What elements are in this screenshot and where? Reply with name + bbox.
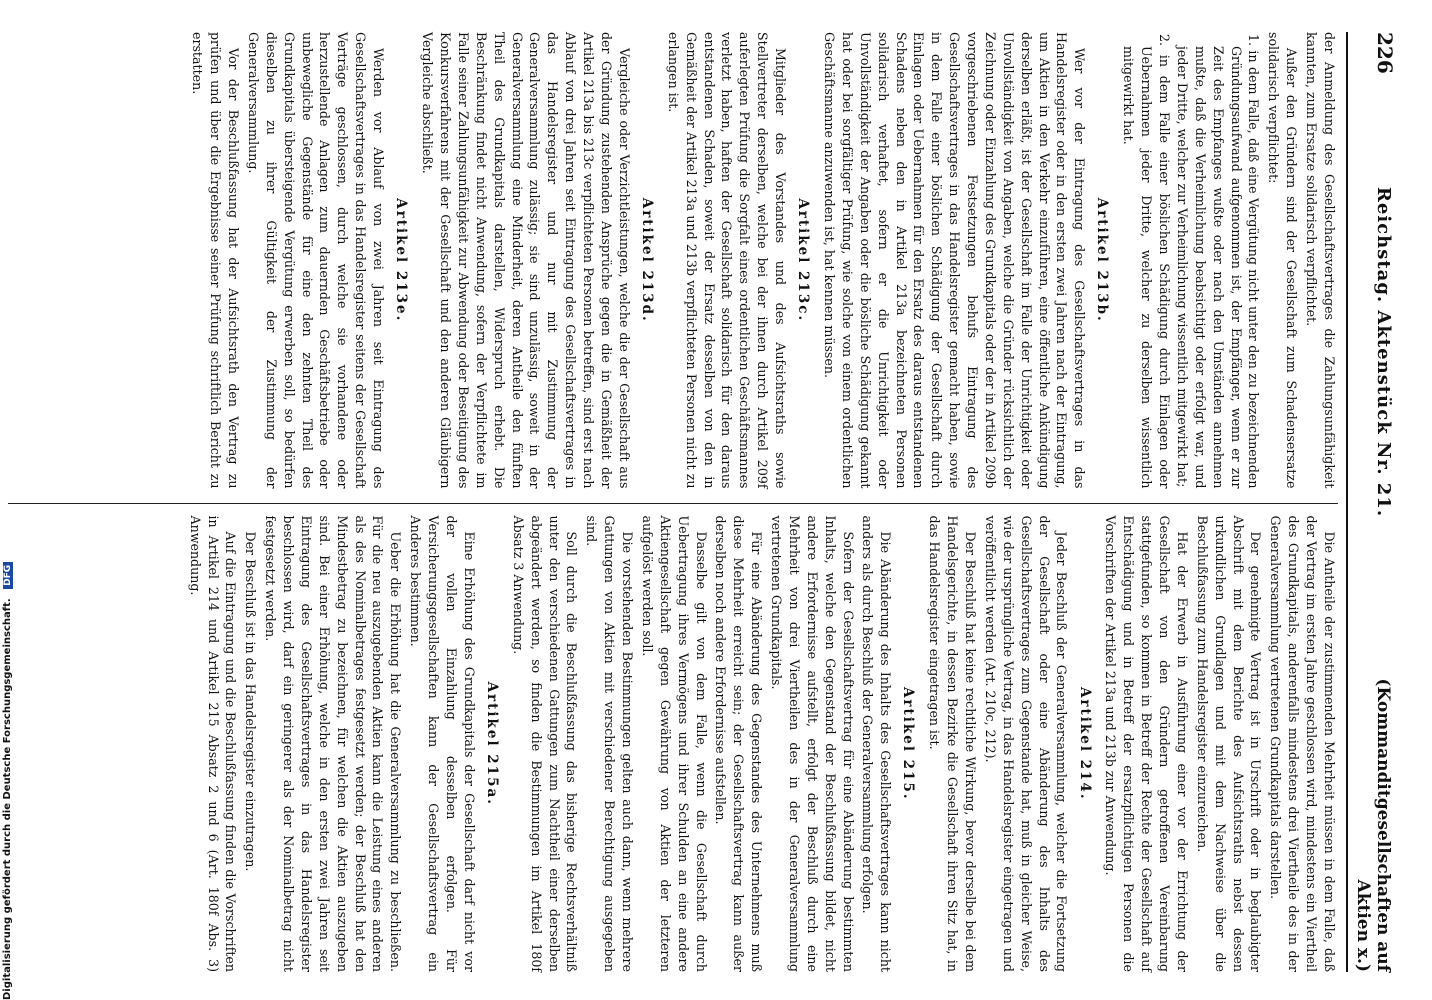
left-column bbox=[8, 32, 1338, 489]
list-item: 2. in dem Falle einer böslichen Schädigung durch Einlagen oder Uebernahmen jeder Dritte, welcher zu derselben wissentlich mitgewirkt hat. bbox=[1121, 34, 1173, 489]
paragraph: Wer vor der Eintragung des Gesellschaftsvertrages in das Handelsregister oder in den ersten zwei Jahren nach der Eintragung, um Aktien in den Verkehr einzuführen, eine öffentliche Ankündigung derselben erläßt, ist der Gesellschaft im Falle der Unrichtigkeit oder Unvollständigkeit von Angaben, welche die Gründer rücksichtlich der Zeichnung oder Einzahlung des Grundkapitals oder der in Artikel 209b vorgeschriebenen Festsetzungen behufs Eintragung des Gesellschaftsvertrages in das Handelsregister gemacht haben, sowie in dem Falle einer böslichen Schädigung der Gesellschaft durch Einlagen oder Uebernahmen für den Ersatz des daraus entstandenen Schadens neben den in Artikel 213a bezeichneten Personen solidarisch verhaftet, sofern er die Unrichtigkeit oder Unvollständigkeit der Angaben oder die bösliche Schädigung gekannt hat oder bei sorgfältiger Prüfung, wie solche von einem ordentlichen Geschäftsmanne anzuwenden ist, hat kennen müssen. bbox=[822, 32, 1088, 489]
list-item: 1. in dem Falle, daß eine Vergütung nicht unter den zu bezeichnenden Gründungsaufwand aufgenommen ist, der Empfänger, wenn er zur Zeit des Empfanges wußte oder nach den Umständen annehmen mußte, daß die Verheimlichung beabsichtigt oder erfolgt war, und jeder Dritte, welcher zur Verheimlichung wissentlich mitgewirkt hat; bbox=[1175, 34, 1262, 489]
page-number: 226 bbox=[1373, 32, 1397, 74]
paragraph: Werden vor Ablauf von zwei Jahren seit Eintragung des Gesellschaftsvertrages in das Handelsregister seitens der Gesellschaft Verträge geschlossen, durch welche sie vorhandene oder herzustellende Anlagen zum dauernden Geschäftsbetriebe oder unbewegliche Gegenstände für eine den zehnten Theil des Grundkapitals übersteigende Vergütung erwerben soll, so bedürfen dieselben zu ihrer Gültigkeit der Zustimmung der Generalversammlung. bbox=[246, 32, 387, 489]
article-heading: Artikel 213e. bbox=[393, 198, 410, 323]
dfg-logo: DFG bbox=[3, 562, 13, 589]
paragraph: Der Beschluß hat keine rechtliche Wirkung, bevor derselbe bei dem Handelsgerichte, in dessen Bezirke die Gesellschaft ihren Sitz hat, in das Handelsregister eingetragen ist. bbox=[927, 515, 979, 972]
paragraph: Für eine Abänderung des Gegenstandes des Unternehmens muß diese Mehrheit erreicht sein; der Gesellschaftsvertrag kann außer derselben noch andere Erfordernisse aufstellen. bbox=[713, 515, 765, 972]
running-title: Reichstag. Aktenstück Nr. 21. bbox=[1373, 186, 1394, 518]
paragraph: Die Abänderung des Inhalts des Gesellschaftsvertrages kann nicht anders als durch Beschluß der Generalversammlung erfolgen. bbox=[860, 515, 894, 972]
paragraph: Vor der Beschlußfassung hat der Aufsichtsrath den Vertrag zu prüfen und über die Ergebnisse seiner Prüfung schriftlich Bericht zu erstatten. bbox=[190, 32, 242, 489]
right-column bbox=[8, 503, 1338, 973]
paragraph: Die Antheile der zustimmenden Mehrheit müssen in dem Falle, daß der Vertrag im ersten Jahre geschlossen wird, mindestens ein Viertheil des Grundkapitals, anderenfalls mindestens drei Viertheile des in der Generalversammlung vertretenen Grundkapitals darstellen. bbox=[1268, 515, 1337, 972]
article-heading: Artikel 215a. bbox=[483, 681, 500, 806]
paragraph: der Anmeldung des Gesellschaftsvertrages die Zahlungsunfähigkeit kannten, zum Ersatze solidarisch verpflichtet. bbox=[1304, 32, 1337, 489]
paragraph: Hat der Erwerb in Ausführung einer vor der Errichtung der Gesellschaft von den Gründern getroffenen Vereinbarung stattgefunden, so kommen in Betreff der Rechte der Gesellschaft auf Entschädigung und in Betreff der ersatzpflichtigen Personen die Vorschriften der Artikel 213a und 213b zur Anwendung. bbox=[1103, 515, 1190, 972]
paragraph: Außer den Gründern sind der Gesellschaft zum Schadensersatze solidarisch verpflichtet: bbox=[1266, 32, 1300, 489]
article-heading: Artikel 215. bbox=[900, 686, 917, 801]
digitization-note-text: Digitalisierung gefördert durch die Deutsche Forschungsgemeinschaft. bbox=[2, 598, 13, 1000]
section-title: (Kommanditgesellschaften auf Aktien x.) bbox=[1353, 678, 1393, 972]
paragraph: Soll durch die Beschlußfassung das bisherige Rechtsverhältniß unter den verschiedenen Gattungen zum Nachtheil einer derselben abgeändert werden, so finden die Bestimmungen im Artikel 180f Absatz 3 Anwendung. bbox=[510, 515, 580, 972]
numbered-list bbox=[1120, 32, 1263, 489]
paragraph: Sofern der Gesellschaftsvertrag für eine Abänderung bestimmten Inhalts, welche den Gegenstand der Beschlußfassung bildet, nicht andere Erfordernisse aufstellt, erfolgt der Beschluß durch eine Mehrheit von drei Viertheilen des in der Generalversammlung vertretenen Grundkapitals. bbox=[769, 515, 856, 972]
paragraph: Der Beschluß ist in das Handelsregister einzutragen. bbox=[243, 531, 259, 872]
article-heading: Artikel 213b. bbox=[1094, 197, 1111, 323]
paragraph: Mitglieder des Vorstandes und des Aufsichtsraths sowie Stellvertreter derselben, welche bei der ihnen durch Artikel 209f auferlegten Prüfung die Sorgfalt eines ordentlichen Geschäftsmannes verletzt haben, haften der Gesellschaft solidarisch für den daraus entstandenen Schaden, soweit der Ersatz desselben von den in Gemäßheit der Artikel 213a und 213b verpflichteten Personen nicht zu erlangen ist. bbox=[665, 32, 789, 489]
document-page bbox=[15, 22, 1405, 982]
paragraph: Die vorstehenden Bestimmungen gelten auch dann, wenn mehrere Gattungen von Aktien mit verschiedener Berechtigung ausgegeben sind. bbox=[584, 515, 636, 972]
paragraph: Vergleiche oder Verzichtleistungen, welche die der Gesellschaft aus der Gründung zustehenden Ansprüche gegen die in Gemäßheit der Artikel 213a bis 213c verpflichteten Personen betreffen, sind erst nach Ablauf von drei Jahren seit Eintragung des Gesellschaftsvertrages in das Handelsregister und nur mit Zustimmung der Generalversammlung zulässig; sie sind unzulässig, soweit in der Generalversammlung eine Minderheit, deren Antheile den fünften Theil des Grundkapitals darstellen, Widerspruch erhebt. Die Beschränkung findet nicht Anwendung, sofern der Verpflichtete im Falle seiner Zahlungsunfähigkeit zur Abwendung oder Beseitigung des Konkursverfahrens mit der Gesellschaft und den anderen Gläubigern Vergleiche abschließt. bbox=[420, 32, 632, 489]
digitization-note bbox=[2, 300, 16, 1000]
paragraph: Der genehmigte Vertrag ist in Urschrift oder in beglaubigter Abschrift mit dem Berichte des Aufsichtsraths nebst dessen urkundlichen Grundlagen und mit dem Nachweise über die Beschlußfassung zum Handelsregister einzureichen. bbox=[1194, 515, 1264, 972]
article-heading: Artikel 213c. bbox=[795, 198, 812, 323]
page-header bbox=[1346, 32, 1397, 972]
paragraph: Jeder Beschluß der Generalversammlung, welcher die Fortsetzung der Gesellschaft oder eine Abänderung des Inhalts des Gesellschaftsvertrages zum Gegenstande hat, muß in gleicher Weise, wie der ursprüngliche Vertrag, in das Handelsregister eingetragen und veröffentlicht werden (Art. 210c, 212). bbox=[982, 515, 1070, 972]
paragraph: Auf die Eintragung und die Beschlußfassung finden die Vorschriften in Artikel 214 und Artikel 215 Absatz 2 und 6 (Art. 180f Abs. 3) Anwendung. bbox=[187, 515, 239, 972]
article-heading: Artikel 214. bbox=[1076, 686, 1093, 801]
article-heading: Artikel 213d. bbox=[638, 197, 655, 323]
paragraph: Eine Erhöhung des Grundkapitals der Gesellschaft darf nicht vor der vollen Einzahlung desselben erfolgen. Für Versicherungsgesellschaften kann der Gesellschaftsvertrag ein Anderes bestimmen. bbox=[408, 515, 477, 972]
paragraph: Ueber die Erhöhung hat die Generalversammlung zu beschließen. Für die neu auszugebenden Aktien kann die Leistung eines anderen als des Nominalbetrages festgesetzt werden; der Beschluß hat den Mindestbetrag zu bezeichnen, für welchen die Aktien auszugeben sind. Bei einer Erhöhung, welche in den ersten zwei Jahren seit Eintragung des Gesellschaftsvertrages in das Handelsregister beschlossen wird, darf ein geringerer als der Nominalbetrag nicht festgesetzt werden. bbox=[263, 515, 404, 972]
paragraph: Dasselbe gilt von dem Falle, wenn die Gesellschaft durch Uebertragung ihres Vermögens und ihrer Schulden an eine andere Aktiengesellschaft gegen Gewährung von Aktien der letzteren aufgelöst werden soll. bbox=[639, 515, 709, 972]
